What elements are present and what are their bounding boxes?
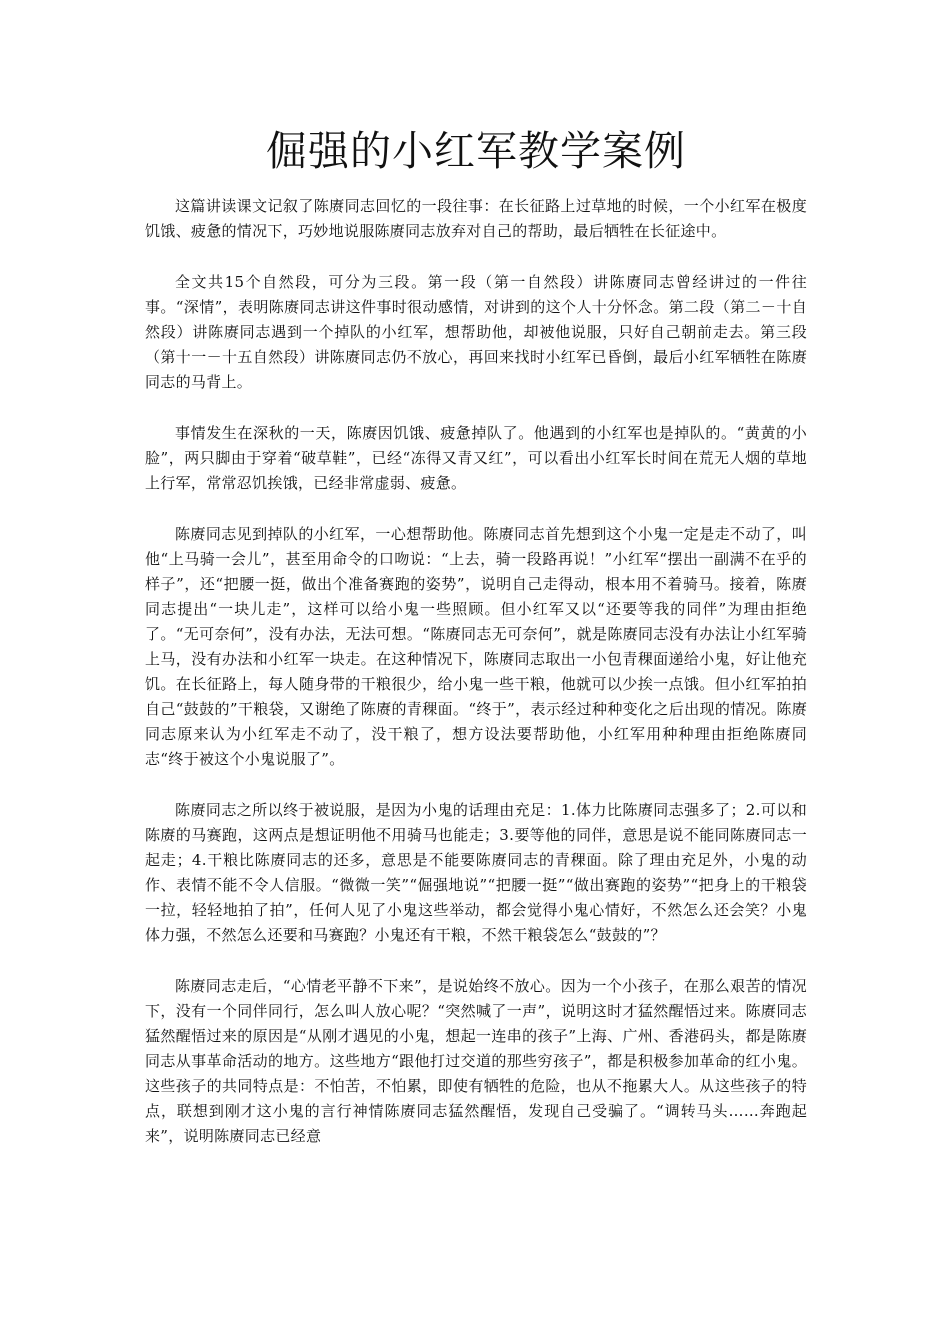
- document-page: [145, 120, 807, 1149]
- paragraph-5: 陈赓同志之所以终于被说服，是因为小鬼的话理由充足：1.体力比陈赓同志强多了；2.可以和陈赓的马赛跑，这两点是想证明他不用骑马也能走；3.要等他的同伴，意思是说不能同陈赓同志一起走；4.干粮比陈赓同志的还多，意思是不能要陈赓同志的青稞面。除了理由充足外，小鬼的动作、表情不能不令人信服。“微微一笑”“倔强地说”“把腰一挺”“做出赛跑的姿势”“把身上的干粮袋一拉，轻轻地拍了拍”，任何人见了小鬼这些举动，都会觉得小鬼心情好，不然怎么还会笑？小鬼体力强，不然怎么还要和马赛跑？小鬼还有干粮，不然干粮袋怎么“鼓鼓的”？: [145, 801, 807, 944]
- paragraph-3: 事情发生在深秋的一天，陈赓因饥饿、疲惫掉队了。他遇到的小红军也是掉队的。“黄黄的小脸”，两只脚由于穿着“破草鞋”，已经“冻得又青又红”，可以看出小红军长时间在荒无人烟的草地上行军，常常忍饥挨饿，已经非常虚弱、疲惫。: [145, 424, 807, 492]
- paragraph-1: 这篇讲读课文记叙了陈赓同志回忆的一段往事：在长征路上过草地的时候，一个小红军在极度饥饿、疲惫的情况下，巧妙地说服陈赓同志放弃对自己的帮助，最后牺牲在长征途中。: [145, 197, 807, 240]
- paragraph-6: 陈赓同志走后，“心情老平静不下来”，是说始终不放心。因为一个小孩子，在那么艰苦的情况下，没有一个同伴同行，怎么叫人放心呢？“突然喊了一声”，说明这时才猛然醒悟过来。陈赓同志猛然醒悟过来的原因是“从刚才遇见的小鬼，想起一连串的孩子”上海、广州、香港码头，都是陈赓同志从事革命活动的地方。这些地方“跟他打过交道的那些穷孩子”，都是积极参加革命的红小鬼。这些孩子的共同特点是：不怕苦，不怕累，即使有牺牲的危险，也从不拖累大人。从这些孩子的特点，联想到刚才这小鬼的言行神情陈赓同志猛然醒悟，发现自己受骗了。“调转马头……奔跑起来”，说明陈赓同志已经意: [145, 977, 807, 1145]
- paragraph-4: 陈赓同志见到掉队的小红军，一心想帮助他。陈赓同志首先想到这个小鬼一定是走不动了，叫他“上马骑一会儿”，甚至用命令的口吻说：“上去，骑一段路再说！”小红军“摆出一副满不在乎的样子”，还“把腰一挺，做出个准备赛跑的姿势”，说明自己走得动，根本用不着骑马。接着，陈赓同志提出“一块儿走”，这样可以给小鬼一些照顾。但小红军又以“还要等我的同伴”为理由拒绝了。“无可奈何”，没有办法，无法可想。“陈赓同志无可奈何”，就是陈赓同志没有办法让小红军骑上马，没有办法和小红军一块走。在这种情况下，陈赓同志取出一小包青稞面递给小鬼，好让他充饥。在长征路上，每人随身带的干粮很少，给小鬼一些干粮，他就可以少挨一点饿。但小红军拍拍自己“鼓鼓的”干粮袋，又谢绝了陈赓的青稞面。“终于”，表示经过种种变化之后出现的情况。陈赓同志原来认为小红军走不动了，没干粮了，想方设法要帮助他，小红军用种种理由拒绝陈赓同志“终于被这个小鬼说服了”。: [145, 525, 807, 768]
- document-title: 倔强的小红军教学案例: [266, 127, 686, 175]
- paragraph-2: 全文共15个自然段，可分为三段。第一段（第一自然段）讲陈赓同志曾经讲过的一件往事。“深情”，表明陈赓同志讲这件事时很动感情，对讲到的这个人十分怀念。第二段（第二－十自然段）讲陈赓同志遇到一个掉队的小红军，想帮助他，却被他说服，只好自己朝前走去。第三段（第十一－十五自然段）讲陈赓同志仍不放心，再回来找时小红军已昏倒，最后小红军牺牲在陈赓同志的马背上。: [145, 273, 807, 391]
